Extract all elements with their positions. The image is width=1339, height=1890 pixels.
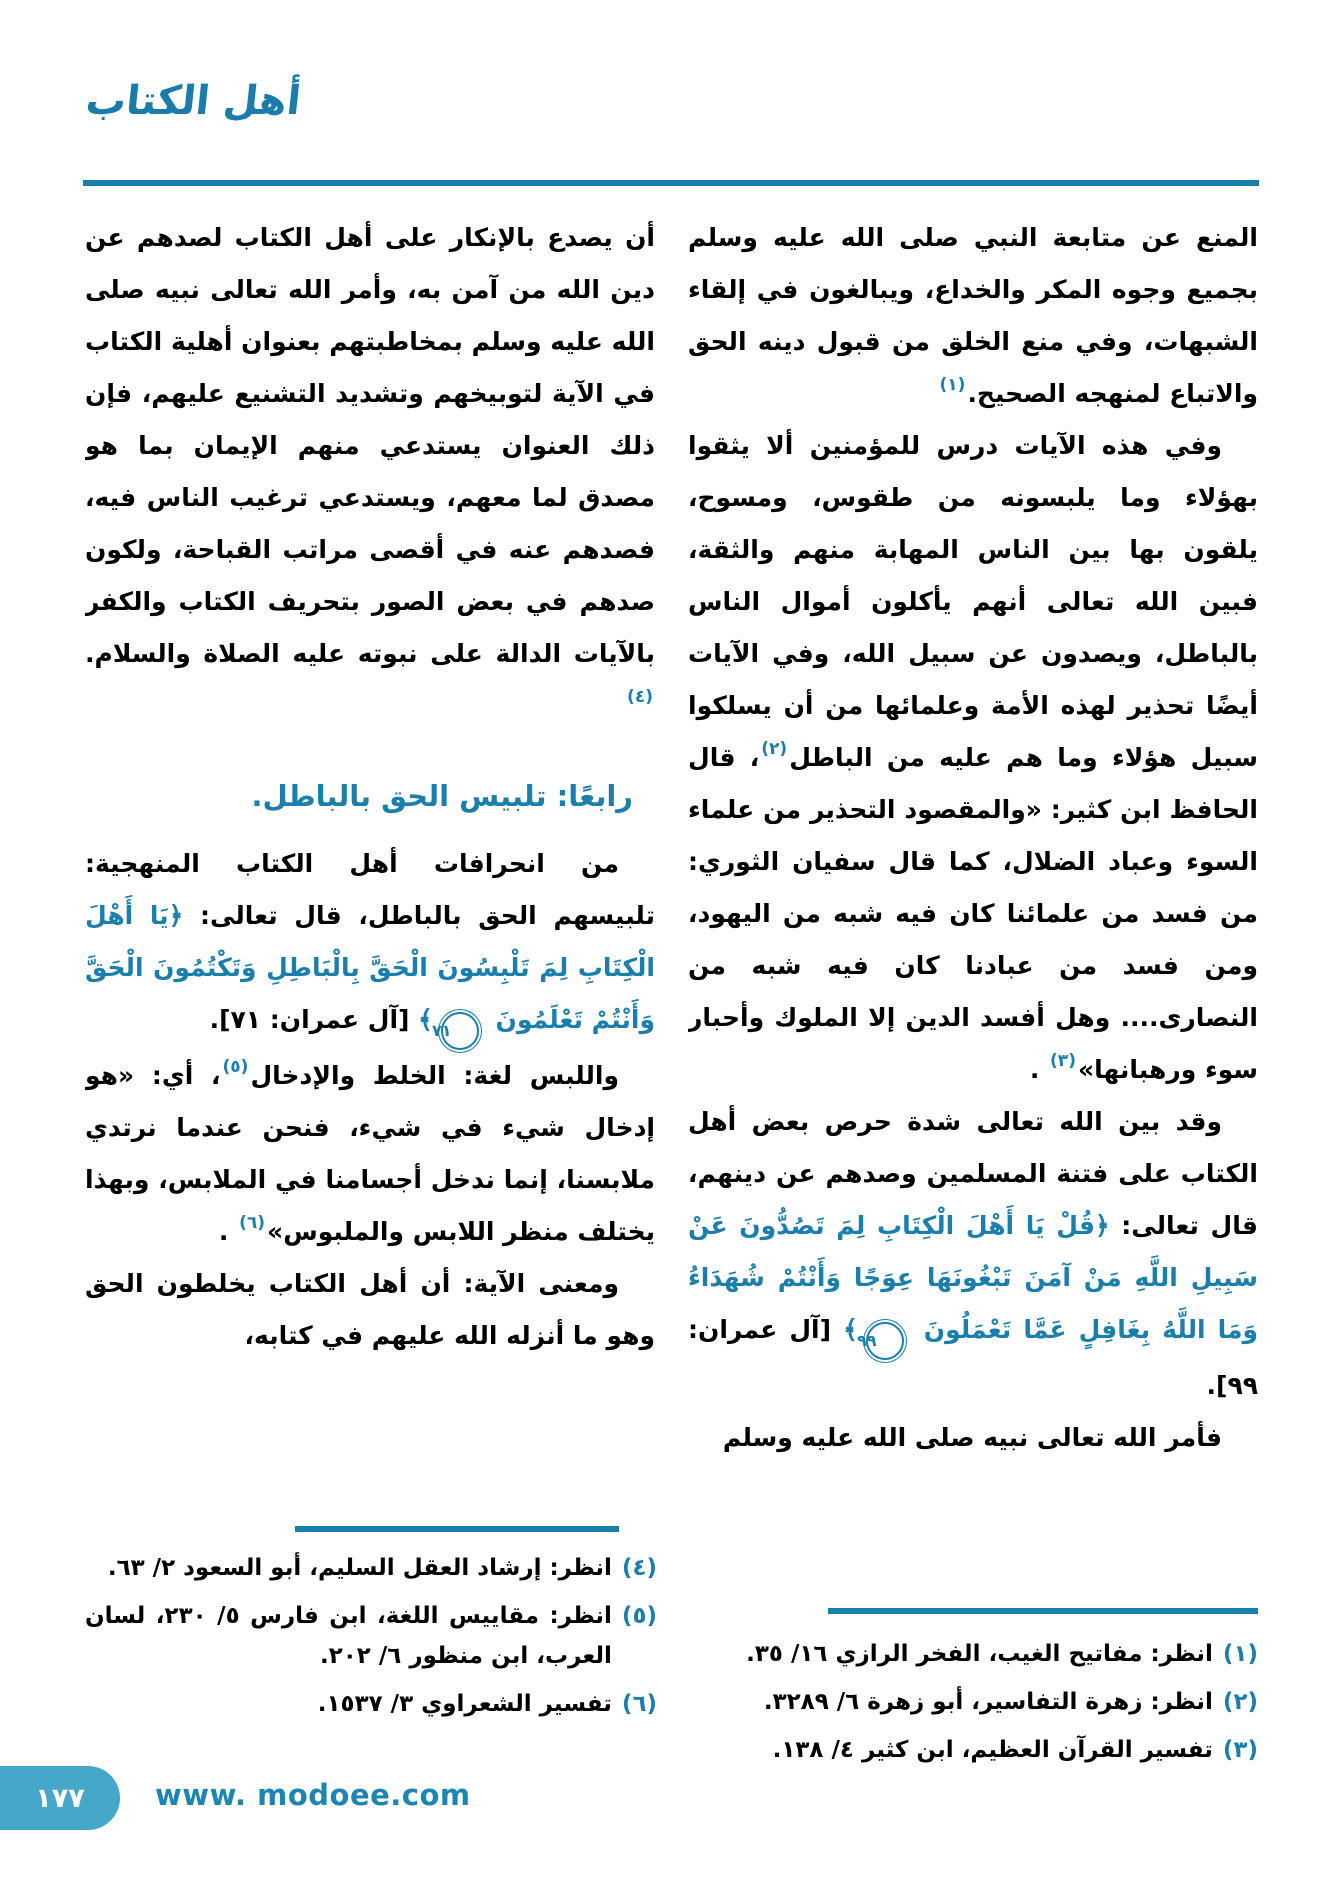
footnotes-left: [85, 1548, 657, 1732]
page-number: ١٧٧: [35, 1782, 85, 1814]
footnote-number: (٣): [1222, 1737, 1258, 1763]
footnote-text: تفسير القرآن العظيم، ابن كثير ٤/ ١٣٨.: [772, 1737, 1213, 1763]
verse-reference: [آل عمران: ٩٩].: [688, 1315, 1258, 1400]
footnote-ref-6: (٦): [239, 1212, 266, 1233]
paragraph-text: وقد بين الله تعالى شدة حرص بعض أهل الكتاب على فتنة المسلمين وصدهم عن دينهم، قال تعالى:: [688, 1107, 1258, 1240]
footnote-item: [85, 1548, 657, 1588]
paragraph: [85, 838, 655, 1050]
footnote-number: (١): [1222, 1641, 1258, 1667]
footnote-number: (٦): [621, 1691, 657, 1717]
section-heading: رابعًا: تلبيس الحق بالباطل.: [251, 779, 633, 813]
paragraph-text: من انحرافات أهل الكتاب المنهجية: تلبيسهم الحق بالباطل، قال تعالى:: [85, 849, 655, 930]
paragraph-text: أن يصدع بالإنكار على أهل الكتاب لصدهم عن دين الله من آمن به، وأمر الله تعالى نبيه صلى الله عليه وسلم بمخاطبتهم بعنوان أهلية الكتاب في الآية لتوبيخهم وتشديد التشنيع عليهم، فإن ذلك العنوان يستدعي منهم الإيمان بما هو مصدق لما معهم، ويستدعي ترغيب الناس فيه، فصدهم عنه في أقصى مراتب القباحة، ولكون صدهم في بعض الصور بتحريف الكتاب والكفر بالآيات الدالة على نبوته عليه الصلاة والسلام.: [85, 223, 655, 668]
paragraph: [85, 212, 655, 732]
footnote-text: انظر: زهرة التفاسير، أبو زهرة ٦/ ٣٢٨٩.: [763, 1689, 1213, 1715]
footnote-ref-3: (٣): [1050, 1050, 1076, 1071]
closing-line: فأمر الله تعالى نبيه صلى الله عليه وسلم: [722, 1423, 1222, 1452]
ayah-number-ornament: ٩٩: [866, 1322, 904, 1360]
paragraph: [688, 420, 1258, 1096]
footnote-separator-right: [828, 1608, 1258, 1614]
footnote-ref-5: (٥): [222, 1056, 249, 1077]
paragraph: [688, 1096, 1258, 1412]
column-left: [85, 212, 655, 1522]
footnote-item: [85, 1684, 657, 1724]
paragraph-text: المنع عن متابعة النبي صلى الله عليه وسلم بجميع وجوه المكر والخداع، ويبالغون في إلقاء الشبهات، وفي منع الخلق من قبول دينه الحق والاتباع لمنهجه الصحيح.: [688, 223, 1258, 408]
footnote-text: انظر: مقاييس اللغة، ابن فارس ٥/ ٢٣٠، لسان العرب، ابن منظور ٦/ ٢٠٢.: [85, 1603, 612, 1669]
header-rule: [83, 180, 1259, 186]
footnote-number: (٢): [1222, 1689, 1258, 1715]
paragraph-text: .: [218, 1217, 238, 1246]
chapter-title: أهل الكتاب: [83, 78, 304, 124]
quran-verse-71: ﴿يَا أَهْلَ الْكِتَابِ لِمَ تَلْبِسُونَ الْحَقَّ بِالْبَاطِلِ وَتَكْتُمُونَ الْحَقَّ وَأَنْتُمْ تَعْلَمُونَ: [85, 901, 655, 1034]
quran-verse-99: ﴿قُلْ يَا أَهْلَ الْكِتَابِ لِمَ تَصُدُّونَ عَنْ سَبِيلِ اللَّهِ مَنْ آمَنَ تَبْغُونَهَا عِوَجًا وَأَنْتُمْ شُهَدَاءُ وَمَا اللَّهُ بِغَافِلٍ عَمَّا تَعْمَلُونَ: [688, 1211, 1258, 1344]
footnote-ref-2: (٢): [761, 738, 788, 759]
paragraph: [688, 212, 1258, 420]
paragraph-text: ، قال الحافظ ابن كثير: «والمقصود التحذير من علماء السوء وعباد الضلال، كما قال سفيان الثوري: من فسد من علمائنا كان فيه شبه من اليهود، ومن فسد من عبادنا كان فيه شبه من النصارى.... وهل أفسد الدين إلا الملوك وأحبار سوء ورهبانها»: [688, 743, 1258, 1084]
footnote-item: [686, 1634, 1258, 1674]
paragraph: [85, 1050, 655, 1258]
page-number-badge: [0, 1766, 120, 1830]
footnote-text: تفسير الشعراوي ٣/ ١٥٣٧.: [317, 1691, 612, 1717]
footnotes-right: [686, 1634, 1258, 1778]
footnote-item: [686, 1682, 1258, 1722]
verse-reference: [آل عمران: ٧١].: [209, 1005, 419, 1034]
paragraph-text: واللبس لغة: الخلط والإدخال: [250, 1061, 619, 1090]
paragraph-text: ، أي: «هو إدخال شيء في شيء، فنحن عندما نرتدي ملابسنا، إنما ندخل أجسامنا في الملابس، وبهذا يختلف منظر اللابس والملبوس»: [85, 1061, 655, 1246]
footnote-item: [686, 1730, 1258, 1770]
paragraph-text: وفي هذه الآيات درس للمؤمنين ألا يثقوا بهؤلاء وما يلبسونه من طقوس، ومسوح، يلقون بها بين الناس المهابة منهم والثقة، فبين الله تعالى أنهم يأكلون أموال الناس بالباطل، ويصدون عن سبيل الله، وفي الآيات أيضًا تحذير لهذه الأمة وعلمائها من أن يسلكوا سبيل هؤلاء وما هم عليه من الباطل: [688, 431, 1258, 772]
paragraph-text: .: [1029, 1055, 1049, 1084]
footnote-ref-4: (٤): [627, 686, 653, 707]
quran-close-bracket: ﴾: [843, 1315, 858, 1344]
footnote-text: انظر: إرشاد العقل السليم، أبو السعود ٢/ ٦٣.: [107, 1555, 612, 1581]
footnote-number: (٥): [621, 1603, 657, 1629]
footnote-ref-1: (١): [939, 374, 966, 395]
footnote-number: (٤): [621, 1555, 657, 1581]
paragraph: ومعنى الآية: أن أهل الكتاب يخلطون الحق وهو ما أنزله الله عليهم في كتابه،: [85, 1269, 655, 1350]
footnote-item: [85, 1596, 657, 1676]
quran-close-bracket: ﴾: [418, 1005, 433, 1034]
website-url: www. modoee.com: [155, 1778, 471, 1812]
ayah-number-ornament: ٧١: [441, 1012, 479, 1050]
footnote-separator-left: [295, 1526, 619, 1532]
footnote-text: انظر: مفاتيح الغيب، الفخر الرازي ١٦/ ٣٥.: [746, 1641, 1213, 1667]
column-right: [688, 212, 1258, 1604]
